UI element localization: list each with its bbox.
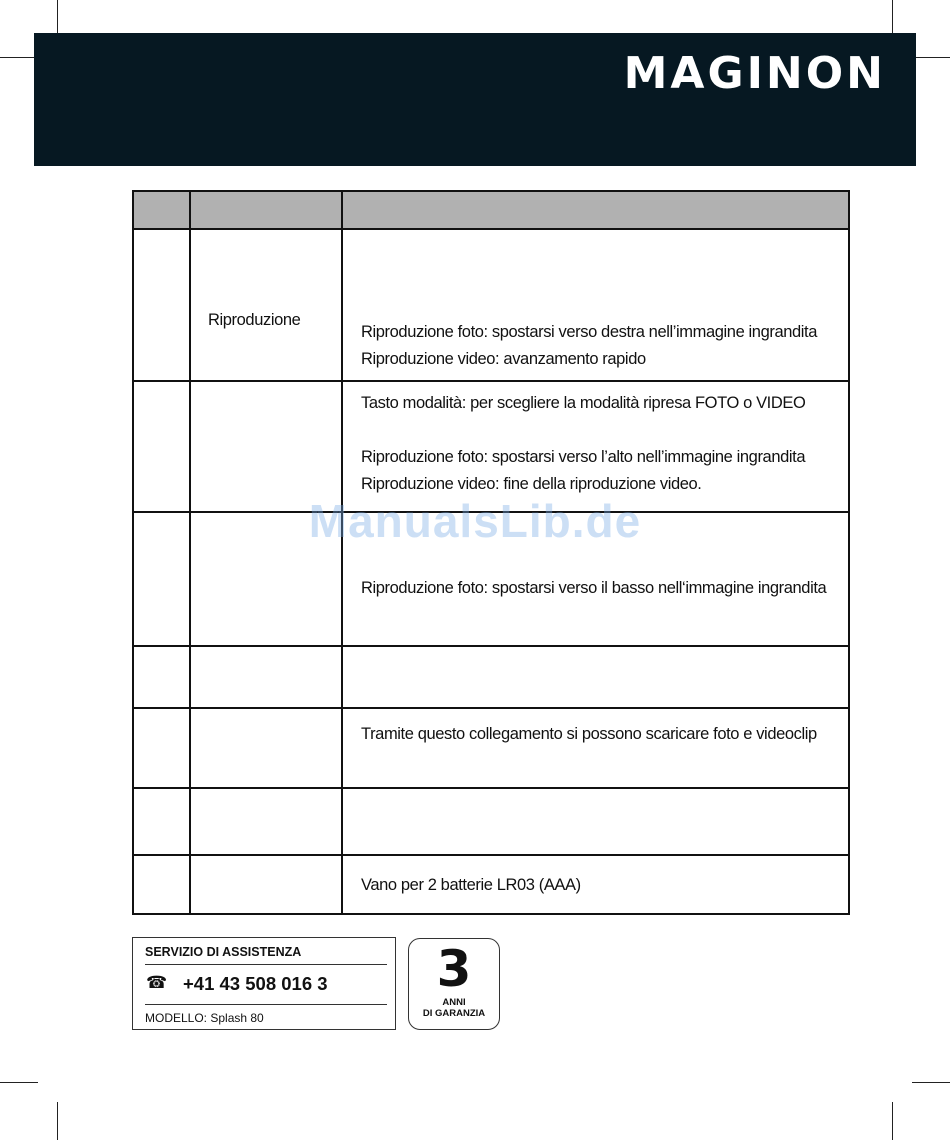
cell-name xyxy=(190,646,342,708)
header-cell-number xyxy=(133,191,190,229)
cell-description xyxy=(342,855,849,914)
cell-number xyxy=(133,229,190,381)
cell-number xyxy=(133,708,190,788)
description-line: Riproduzione video: avanzamento rapido xyxy=(361,350,646,368)
table-row xyxy=(133,708,849,788)
cell-name xyxy=(190,229,342,381)
table-row xyxy=(133,646,849,708)
crop-mark xyxy=(57,1102,58,1140)
table-header-row xyxy=(133,191,849,229)
warranty-badge xyxy=(408,938,500,1030)
description-line: Tasto modalità: per scegliere la modalità ripresa FOTO o VIDEO xyxy=(361,394,806,412)
phone-number: +41 43 508 016 3 xyxy=(183,973,328,994)
model-label: MODELLO: Splash 80 xyxy=(145,1011,264,1025)
cell-number xyxy=(133,381,190,512)
description-line: Riproduzione foto: spostarsi verso l’alto nell’immagine ingrandita xyxy=(361,448,806,466)
table-row xyxy=(133,229,849,381)
table-row xyxy=(133,788,849,855)
divider xyxy=(145,1004,387,1005)
description-line: Vano per 2 batterie LR03 (AAA) xyxy=(361,876,581,894)
cell-description xyxy=(342,229,849,381)
crop-mark xyxy=(0,1082,38,1083)
crop-mark xyxy=(0,57,38,58)
cell-name xyxy=(190,855,342,914)
brand-logo: MAGINON xyxy=(623,48,886,99)
service-title: SERVIZIO DI ASSISTENZA xyxy=(145,945,302,959)
service-box xyxy=(132,937,396,1030)
warranty-label-line1: ANNI xyxy=(442,997,466,1008)
header-cell-name xyxy=(190,191,342,229)
crop-mark xyxy=(912,57,950,58)
warranty-years: 3 xyxy=(436,940,472,998)
cell-description xyxy=(342,646,849,708)
function-name: Riproduzione xyxy=(208,311,301,329)
description-line: Riproduzione foto: spostarsi verso il basso nell‘immagine ingrandita xyxy=(361,579,827,597)
cell-number xyxy=(133,855,190,914)
cell-name xyxy=(190,381,342,512)
divider xyxy=(145,964,387,965)
crop-mark xyxy=(912,1082,950,1083)
cell-description xyxy=(342,708,849,788)
table-row xyxy=(133,855,849,914)
description-line: Tramite questo collegamento si possono scaricare foto e videoclip xyxy=(361,725,817,743)
cell-name xyxy=(190,788,342,855)
cell-description xyxy=(342,381,849,512)
table-row xyxy=(133,381,849,512)
header-cell-description xyxy=(342,191,849,229)
spec-table xyxy=(132,190,850,915)
description-line: Riproduzione video: fine della riproduzione video. xyxy=(361,475,702,493)
cell-name xyxy=(190,708,342,788)
cell-description xyxy=(342,788,849,855)
crop-mark xyxy=(892,1102,893,1140)
warranty-label-line2: DI GARANZIA xyxy=(422,1008,486,1019)
phone-icon: ☎ xyxy=(146,973,168,992)
watermark: ManualsLib.de xyxy=(308,495,642,547)
cell-number xyxy=(133,646,190,708)
description-line: Riproduzione foto: spostarsi verso destra nell’immagine ingrandita xyxy=(361,323,818,341)
cell-number xyxy=(133,788,190,855)
